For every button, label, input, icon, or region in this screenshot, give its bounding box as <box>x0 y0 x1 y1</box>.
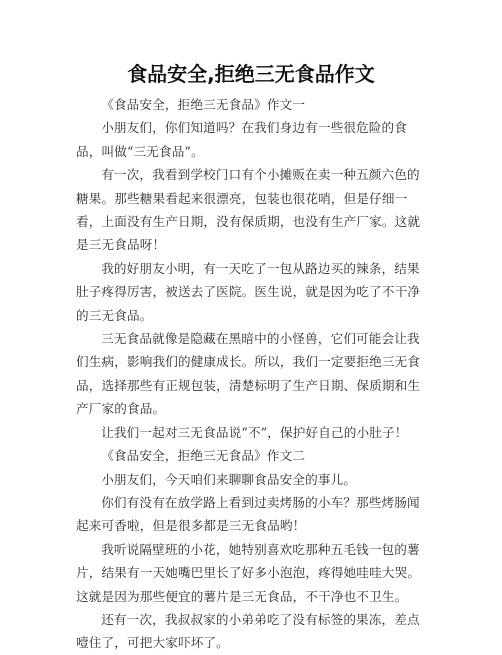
essay-2-heading: 《食品安全，拒绝三无食品》作文二 <box>101 448 306 464</box>
paragraph: 你们有没有在放学路上看到过卖烤肠的小车？那些烤肠闻起来可香啦，但是很多都是三无食品哟！ <box>76 494 420 534</box>
paragraph: 让我们一起对三无食品说“不”，保护好自己的小肚子！ <box>101 424 408 440</box>
document-body <box>76 93 428 655</box>
paragraph: 我的好朋友小明，有一天吃了一包从路边买的辣条，结果肚子疼得厉害，被送去了医院。医生说，就是因为吃了不干净的三无食品。 <box>76 260 421 323</box>
paragraph: 我听说隔壁班的小花，她特别喜欢吃那种五毛钱一包的薯片，结果有一天她嘴巴里长了好多小泡泡，疼得她哇哇大哭。这就是因为那些便宜的薯片是三无食品，不干净也不卫生。 <box>76 541 421 604</box>
paragraph: 三无食品就像是隐藏在黑暗中的小怪兽，它们可能会让我们生病，影响我们的健康成长。所以，我们一定要拒绝三无食品，选择那些有正规包装，清楚标明了生产日期、保质期和生产厂家的食品。 <box>76 331 421 417</box>
paragraph: 有一次，我看到学校门口有个小摊贩在卖一种五颜六色的糖果。那些糖果看起来很漂亮，包装也很花哨，但是仔细一看，上面没有生产日期，没有保质期，也没有生产厂家。这就是三无食品呀！ <box>76 167 421 253</box>
paragraph: 还有一次，我叔叔家的小弟弟吃了没有标签的果冻，差点噎住了，可把大家吓坏了。 <box>76 611 420 651</box>
paragraph: 小朋友们，今天咱们来聊聊食品安全的事儿。 <box>101 471 357 487</box>
paragraph: 小朋友们，你们知道吗？在我们身边有一些很危险的食品，叫做“三无食品”。 <box>76 120 408 159</box>
document-title: 食品安全,拒绝三无食品作文 <box>127 62 375 86</box>
essay-1-heading: 《食品安全，拒绝三无食品》作文一 <box>101 97 306 112</box>
